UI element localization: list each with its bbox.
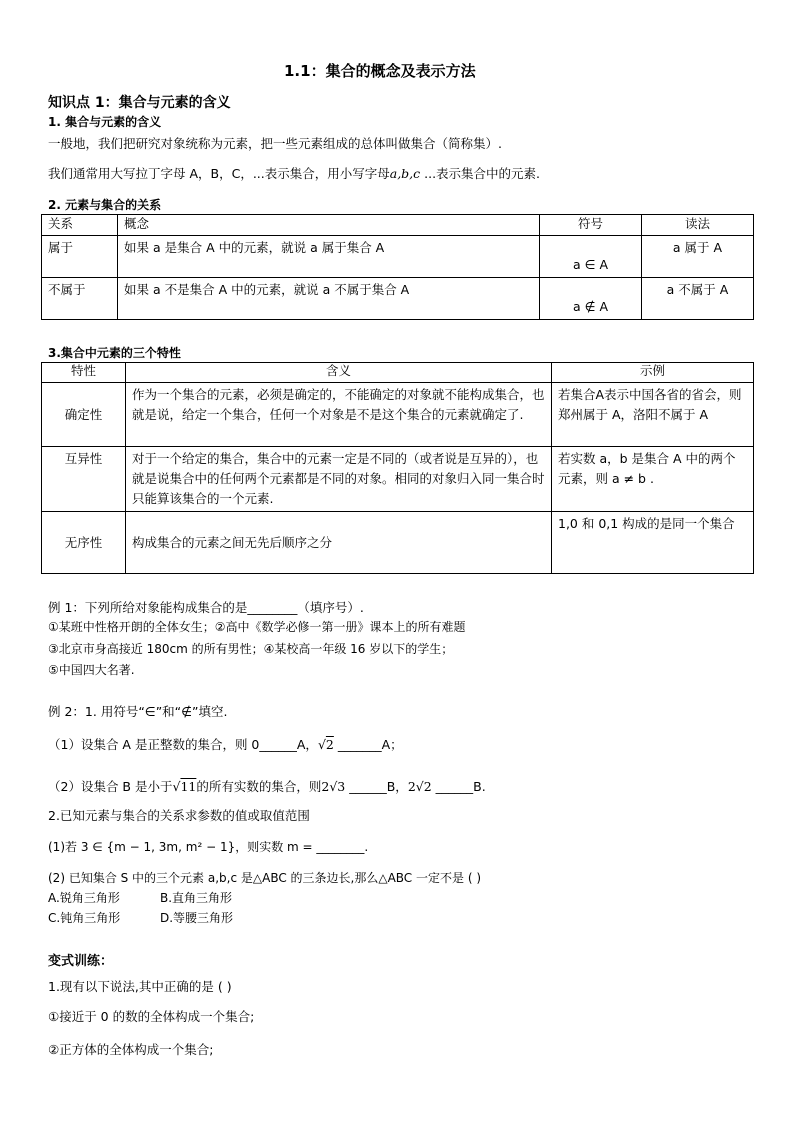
example-2-question-2: (2) 已知集合 S 中的三个元素 a,b,c 是△ABC 的三条边长,那么△ABC 一定不是 ( ) [48, 871, 481, 885]
example-2-part-2: （2）设集合 B 是小于√11的所有实数的集合，则2√3 ______B，2√2 ______B. [48, 779, 486, 794]
section-2-heading: 2. 元素与集合的关系 [48, 198, 162, 212]
cell-meaning: 作为一个集合的元素，必须是确定的，不能确定的对象就不能构成集合，也就是说，给定一个集合，任何一个对象是不是这个集合的元素就确定了. [126, 383, 552, 447]
cell-relation: 属于 [42, 236, 118, 278]
header-relation: 关系 [42, 215, 118, 236]
section-1-heading: 1. 集合与元素的含义 [48, 115, 162, 129]
table-row [42, 447, 754, 512]
table-row [42, 236, 754, 278]
set-properties-table [41, 362, 754, 574]
notation-line: 我们通常用大写拉丁字母 A，B，C，...表示集合，用小写字母a,b,c ...表示集合中的元素. [48, 166, 541, 181]
example-2-question-1: (1)若 3 ∈ {m − 1, 3m, m² − 1}，则实数 m = ________. [48, 840, 369, 854]
page-title: 1.1：集合的概念及表示方法 [284, 62, 476, 80]
example-2-question: 例 2：1. 用符号“∈”和“∉”填空. [48, 704, 228, 719]
cell-property: 确定性 [42, 383, 126, 447]
cell-property: 互异性 [42, 447, 126, 512]
cell-example: 若实数 a，b 是集合 A 中的两个元素，则 a ≠ b . [552, 447, 754, 512]
option-b: B.直角三角形 [160, 891, 233, 905]
cell-reading: a 不属于 A [642, 278, 754, 320]
section-3-heading: 3.集合中元素的三个特性 [48, 346, 181, 360]
definition-line: 一般地，我们把研究对象统称为元素，把一些元素组成的总体叫做集合（简称集）. [48, 136, 502, 151]
practice-item-2: ②正方体的全体构成一个集合; [48, 1042, 214, 1057]
option-c: C.钝角三角形 [48, 911, 121, 925]
header-property: 特性 [42, 363, 126, 383]
cell-symbol: a ∉ A [540, 278, 642, 320]
cell-meaning: 构成集合的元素之间无先后顺序之分 [126, 512, 552, 574]
example-1-options-line-2: ③北京市身高接近 180cm 的所有男性；④某校高一年级 16 岁以下的学生； [48, 642, 454, 656]
example-2-subheading: 2.已知元素与集合的关系求参数的值或取值范围 [48, 808, 310, 823]
cell-property: 无序性 [42, 512, 126, 574]
practice-heading: 变式训练： [48, 954, 114, 969]
option-d: D.等腰三角形 [160, 911, 234, 925]
cell-meaning: 对于一个给定的集合，集合中的元素一定是不同的（或者说是互异的），也就是说集合中的任何两个元素都是不同的对象。相同的对象归入同一集合时只能算该集合的一个元素. [126, 447, 552, 512]
cell-example: 1,0 和 0,1 构成的是同一个集合 [552, 512, 754, 574]
cell-concept: 如果 a 不是集合 A 中的元素，就说 a 不属于集合 A [118, 278, 540, 320]
element-set-relation-table [41, 214, 754, 320]
example-2-part-1: （1）设集合 A 是正整数的集合，则 0______A，√2 _______A； [48, 737, 403, 752]
example-1-options-line-3: ⑤中国四大名著. [48, 663, 135, 677]
table-row [42, 278, 754, 320]
practice-question: 1.现有以下说法,其中正确的是 ( ) [48, 979, 232, 994]
header-meaning: 含义 [126, 363, 552, 383]
option-a: A.锐角三角形 [48, 891, 120, 905]
cell-example: 若集合A表示中国各省的省会，则郑州属于 A，洛阳不属于 A [552, 383, 754, 447]
cell-symbol: a ∈ A [540, 236, 642, 278]
table-row [42, 383, 754, 447]
header-example: 示例 [552, 363, 754, 383]
header-concept: 概念 [118, 215, 540, 236]
knowledge-point-heading: 知识点 1：集合与元素的含义 [48, 95, 231, 111]
example-1-question: 例 1：下列所给对象能构成集合的是________（填序号）. [48, 600, 364, 615]
header-symbol: 符号 [540, 215, 642, 236]
cell-relation: 不属于 [42, 278, 118, 320]
cell-concept: 如果 a 是集合 A 中的元素，就说 a 属于集合 A [118, 236, 540, 278]
cell-reading: a 属于 A [642, 236, 754, 278]
header-reading: 读法 [642, 215, 754, 236]
table-row [42, 512, 754, 574]
practice-item-1: ①接近于 0 的数的全体构成一个集合; [48, 1009, 255, 1024]
example-1-options-line-1: ①某班中性格开朗的全体女生；②高中《数学必修一第一册》课本上的所有难题 [48, 620, 466, 634]
